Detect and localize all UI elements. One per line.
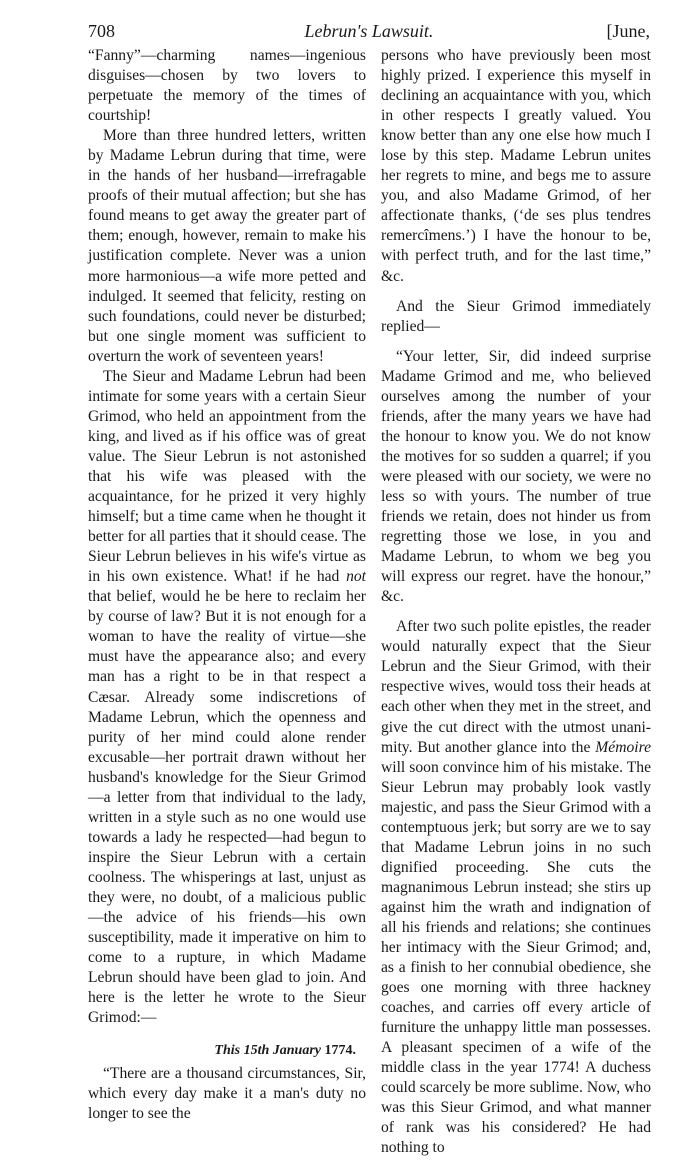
left-column bbox=[88, 46, 366, 1124]
text-run: that belief, would he be here to reclaim her by course of law? But it is not enough for a woman to have the reality of virtue—she must have the appearance also; and every man has a right to be in that respect a Cæsar. Already some indiscretions of Madame Lebrun, which the openness and purity of her mind could alone render excusable—her portrait drawn without her husband's knowledge for the Sieur Grimod—a letter from that individual to the lady, written in a style such as no one would use towards a lady he respected—had begun to inspire the Sieur Lebrun with a certain coolness. The whisperings at last, unjust as they were, no doubt, of a malicious public—the advice of his friends—his own susceptibility, made it imperative on him to come to a rupture, in which Madame Lebrun should have been glad to join. And here is the letter he wrote to the Sieur Grimod:— bbox=[88, 588, 366, 1027]
running-title: Lebrun's Lawsuit. bbox=[304, 21, 434, 41]
running-header bbox=[88, 18, 650, 44]
paragraph: “Your letter, Sir, did indeed surprise Madame Grimod and me, who believed ourselves among the number of your friends, after the many years we have had the honour to know you. We do not know the motives for so sudden a quarrel; if you were pleased with our society, we were no less so with yours. The number of true friends we retain, does not hinder us from regretting those we lose, in you and Madame Lebrun, to whom we beg you will express our regret. have the honour,” &c. bbox=[381, 347, 651, 606]
date-prefix: This 15th January bbox=[214, 1043, 325, 1059]
page-number: 708 bbox=[88, 21, 115, 41]
header-month: [June, bbox=[606, 21, 650, 41]
paragraph: “There are a thousand circumstances, Sir, which every day make it a man's duty no longer to see the bbox=[88, 1065, 366, 1123]
emphasis-not: not bbox=[346, 568, 366, 586]
right-column bbox=[381, 46, 651, 1159]
emphasis-memoire: Mémoire bbox=[595, 738, 651, 756]
paragraph bbox=[88, 367, 366, 1029]
paragraph: persons who have previously been most highly prized. I experience this myself in declining an acquaintance with you, which in other respects I greatly valued. You know better than any one else how much I lose by this step. Madame Lebrun unites her regrets to mine, and begs me to assure you, and also Madame Grimod, of her affectionate thanks, (‘de ses plus tendres remercîmens.’) I have the honour to be, with perfect truth, and for the last time,” &c. bbox=[381, 47, 651, 285]
paragraph: And the Sieur Grimod immediately replied— bbox=[381, 297, 651, 335]
text-run: will soon convince him of his mistake. The Sieur Lebrun may probably look vastly majestic, and pass the Sieur Grimod with a contemptuous jerk; but sorry are we to say that Madame Lebrun joins in no such dignified proceeding. She cuts the magnanimous Lebrun instead; she stirs up against him the wrath and indignation of all his friends and relations; she continues her intimacy with the Sieur Grimod; and, as a finish to her connubial obedience, she goes one morning with three hackney coaches, and carries off every article of furniture the unhappy little man possesses. A pleasant specimen of a wife of the middle class in the year 1774! A duchess could scarcely be more sublime. Now, who was this Sieur Grimod, and what manner of rank was his considered? He had nothing to bbox=[381, 758, 651, 1157]
text-run: After two such polite epistles, the reader would naturally expect that the Sieur Lebrun and the Sieur Grimod, with their respective wives, would toss their heads at each other when they met in the street, and give the cut direct with the utmost unanimity. But another glance into the bbox=[381, 618, 651, 756]
letter-date bbox=[88, 1041, 356, 1061]
paragraph: More than three hundred letters, written by Madame Lebrun during that time, were in the hands of her husband—irrefragable proofs of their mutual affection; but she has found means to get away the greater part of them; enough, however, remain to make his justification complete. Never was a union more harmonious—a wife more petted and indulged. It seemed that felicity, resting on such foundations, could never be disturbed; but one single moment was sufficient to overturn the work of seventeen years! bbox=[88, 127, 366, 365]
date-year: 1774. bbox=[324, 1043, 356, 1059]
paragraph bbox=[381, 617, 651, 1158]
text-run: The Sieur and Madame Lebrun had been intimate for some years with a certain Sieur Grimod, who held an appointment from the king, and lived as if his office was of great value. The Sieur Lebrun is not astonished that his wife was pleased with the acquaintance, for he prized it very highly himself; but a time came when he thought it better for all parties that it should cease. The Sieur Lebrun believes in his wife's virtue as in his own existence. What! if he had bbox=[88, 367, 366, 586]
paragraph: “Fanny”—charming names—ingenious disguises—chosen by two lovers to perpetuate the memory of the times of courtship! bbox=[88, 47, 366, 125]
